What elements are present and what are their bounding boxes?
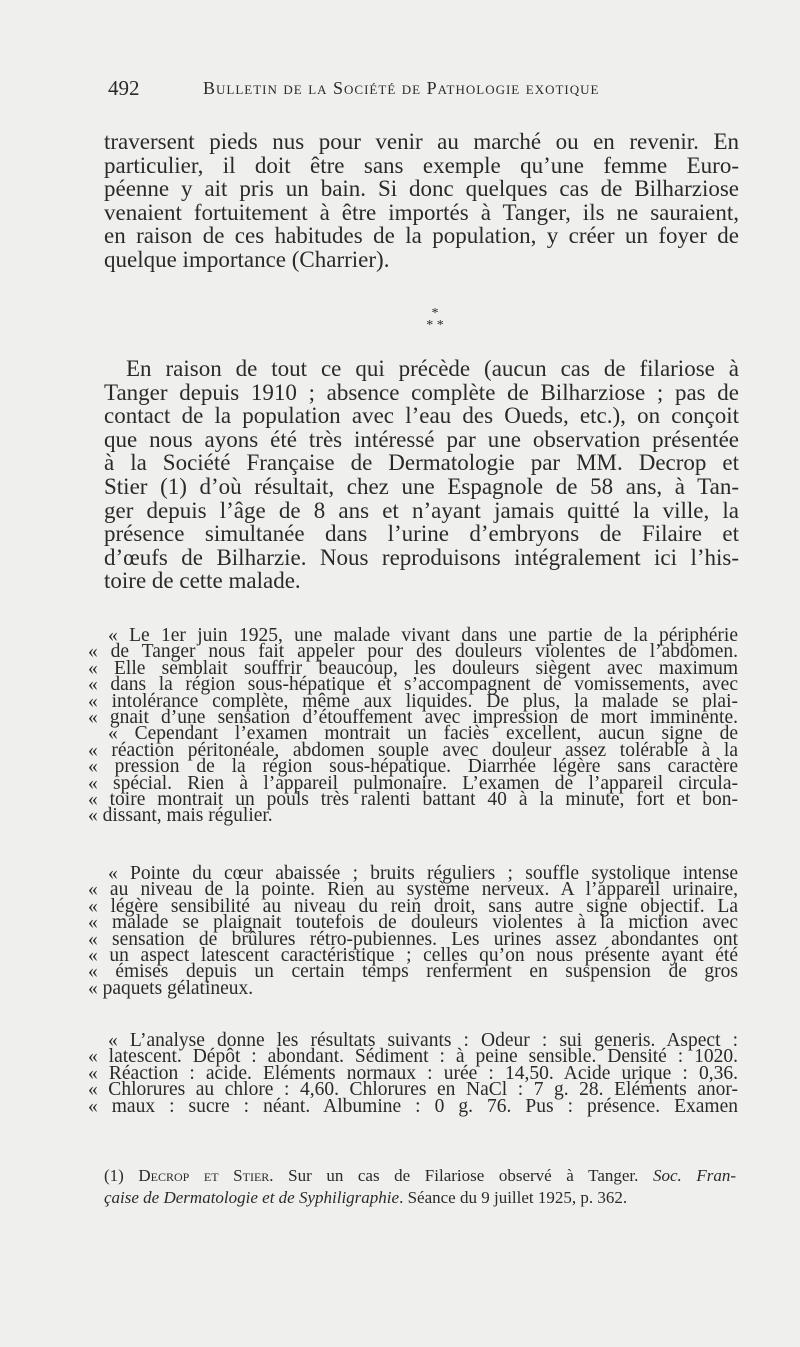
quote-line: « réaction péritonéale, abdomen souple avec douleur assez tolérable à la xyxy=(88,739,738,761)
text-line: d’œufs de Bilharzie. Nous reproduisons intégralement ici l’his- xyxy=(104,544,739,570)
section-separator xyxy=(420,308,450,332)
text-line: quelque importance (Charrier). xyxy=(104,246,390,272)
page-header xyxy=(108,76,748,106)
quote-line: « sensation de brûlures rétro-pubiennes. Les urines assez abondantes ont xyxy=(88,928,738,950)
quote-line: « gnait d’une sensation d’étouffement avec impression de mort imminente. xyxy=(88,707,738,729)
text-line: péenne y ait pris un bain. Si donc quelques cas de Bilharziose xyxy=(104,176,739,202)
text-line: En raison de tout ce qui précède (aucun cas de filariose à xyxy=(126,356,739,381)
text-line: Stier (1) d’où résultait, chez une Espagnole de 58 ans, à Tan- xyxy=(104,473,739,499)
footnote-session: . Séance du 9 juillet 1925, p. 362. xyxy=(399,1188,628,1207)
quote-line: « Chlorures au chlore : 4,60. Chlorures en NaCl : 7 g. 28. Eléments anor- xyxy=(88,1079,738,1101)
text-line: toire de cette malade. xyxy=(104,568,301,594)
text-line: Tanger depuis 1910 ; absence complète de Bilharziose ; pas de xyxy=(104,379,739,405)
text-line: contact de la population avec l’eau des Oueds, etc.), on conçoit xyxy=(104,403,739,429)
footnote xyxy=(104,1165,736,1209)
text-line: particulier, il doit être sans exemple qu’une femme Euro- xyxy=(104,152,739,178)
text-line: que nous ayons été très intéressé par une observation présentée xyxy=(104,426,739,452)
text-line: traversent pieds nus pour venir au marché ou en revenir. En xyxy=(104,129,739,154)
footnote-line-1 xyxy=(104,1165,736,1187)
footnote-line-2 xyxy=(104,1187,736,1209)
quote-line: « L’analyse donne les résultats suivants : Odeur : sui generis. Aspect : xyxy=(108,1030,738,1051)
paragraph-2 xyxy=(104,357,739,593)
footnote-authors: Decrop et Stier xyxy=(138,1166,270,1185)
quote-line: « Cependant l’examen montrait un faciès excellent, aucun signe de xyxy=(108,723,738,745)
footnote-journal-end: çaise de Dermatologie et de Syphiligraphie xyxy=(104,1188,400,1207)
text-line: ger depuis l’âge de 8 ans et n’ayant jamais quitté la ville, la xyxy=(104,497,739,523)
quote-line: « dissant, mais régulier. xyxy=(88,805,273,827)
quote-line: « dans la région sous-hépatique et s’accompagnent de vomissements, avec xyxy=(88,674,738,696)
quote-line: « toire montrait un pouls très ralenti battant 40 à la minute, fort et bon- xyxy=(88,789,738,811)
paragraph-1 xyxy=(104,130,739,272)
quote-line: « intolérance complète, même aux liquides. De plus, la malade se plai- xyxy=(88,690,738,712)
text-line: présence simultanée dans l’urine d’embryons de Filaire et xyxy=(104,521,739,547)
footnote-journal-start: Soc. Fran- xyxy=(652,1166,737,1185)
footnote-title: . Sur un cas de Filariose observé à Tanger. xyxy=(269,1166,653,1185)
running-title: Bulletin de la Société de Pathologie exotique xyxy=(203,78,600,98)
quoted-case-part-3 xyxy=(88,1030,738,1117)
footnote-marker: (1) xyxy=(104,1166,139,1185)
quoted-case-part-2 xyxy=(88,863,738,999)
quote-line: « maux : sucre : néant. Albumine : 0 g. 76. Pus : présence. Examen xyxy=(88,1095,738,1117)
separator-top-star: * xyxy=(431,306,439,321)
quote-line: « au niveau de la pointe. Rien au système nerveux. A l’appareil urinaire, xyxy=(88,879,738,901)
quote-line: « paquets gélatineux. xyxy=(88,977,254,999)
quote-line: « émises depuis un certain temps renferment en suspension de gros xyxy=(88,961,738,983)
quote-line: « pression de la région sous-hépatique. Diarrhée légère sans caractère xyxy=(88,756,738,778)
quote-line: « spécial. Rien à l’appareil pulmonaire. L’examen de l’appareil circula- xyxy=(88,772,738,794)
quote-line: « Pointe du cœur abaissée ; bruits réguliers ; souffle systolique intense xyxy=(108,863,738,884)
text-line: à la Société Française de Dermatologie par MM. Decrop et xyxy=(104,450,739,476)
page-number: 492 xyxy=(108,76,140,100)
quote-line: « Elle semblait souffrir beaucoup, les douleurs siègent avec maximum xyxy=(88,657,738,679)
quote-line: « légère sensibilité au niveau du rein droit, sans autre signe objectif. La xyxy=(88,895,738,917)
text-line: en raison de ces habitudes de la population, y créer un foyer de xyxy=(104,223,739,249)
quote-line: « latescent. Dépôt : abondant. Sédiment : à peine sensible. Densité : 1020. xyxy=(88,1046,738,1068)
quote-line: « malade se plaignait toutefois de douleurs violentes à la miction avec xyxy=(88,912,738,934)
quote-line: « Le 1er juin 1925, une malade vivant dans une partie de la périphérie xyxy=(108,625,738,646)
quote-line: « un aspect latescent caractéristique ; celles qu’on nous présente ayant été xyxy=(88,945,738,967)
quote-line: « Réaction : acide. Eléments normaux : urée : 14,50. Acide urique : 0,36. xyxy=(88,1062,738,1084)
text-line: venaient fortuitement à être importés à Tanger, ils ne sauraient, xyxy=(104,199,739,225)
quote-line: « de Tanger nous fait appeler pour des douleurs violentes de l’abdomen. xyxy=(88,641,738,663)
separator-bottom-stars: * * xyxy=(426,318,444,333)
quoted-case-part-1 xyxy=(88,625,738,827)
